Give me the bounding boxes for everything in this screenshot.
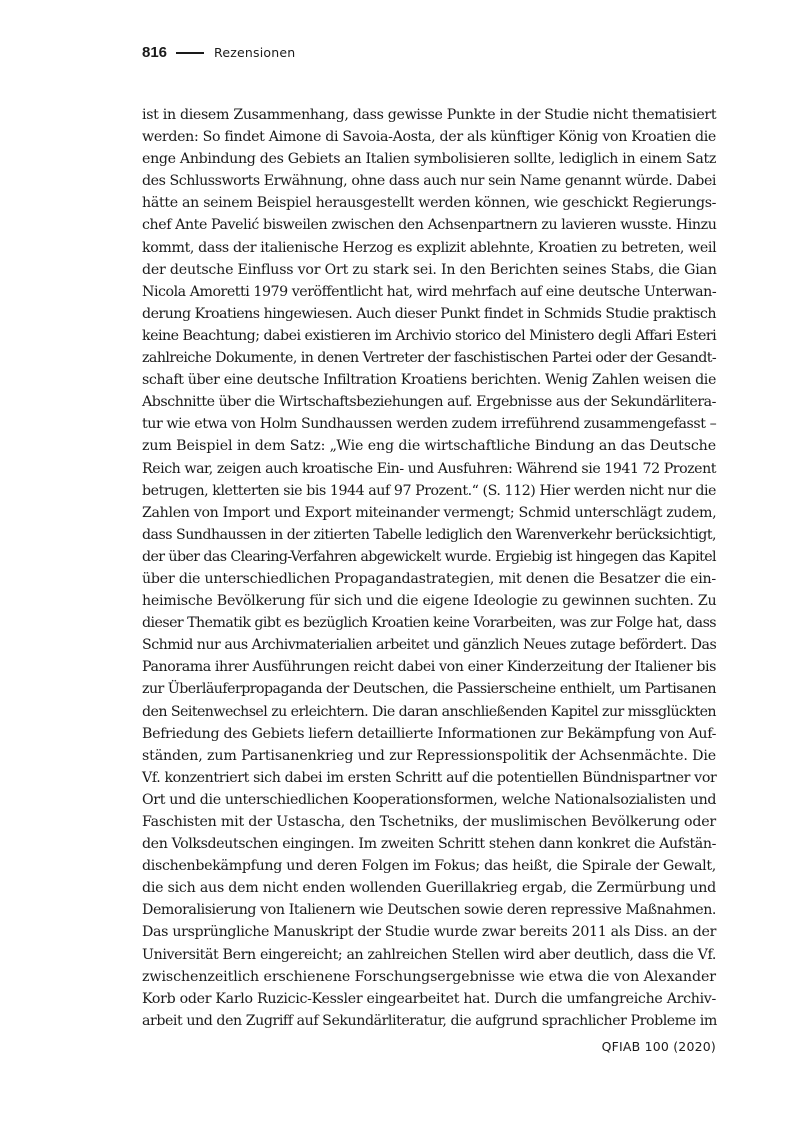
journal-reference: QFIAB 100 (2020) (601, 1039, 716, 1054)
text-line: keine Beachtung; dabei existieren im Archivio storico del Ministero degli Affari Esteri (142, 327, 717, 344)
text-line: Panorama ihrer Ausführungen reicht dabei von einer Kinderzeitung der Italiener bis (142, 659, 716, 676)
text-line: der deutsche Einfluss vor Ort zu stark sei. In den Berichten seines Stabs, die Gian (142, 261, 717, 278)
text-line: den Seitenwechsel zu erleichtern. Die daran anschließenden Kapitel zur missglückten (142, 703, 716, 720)
text-line: dischenbekämpfung und deren Folgen im Fokus; das heißt, die Spirale der Gewalt, (142, 858, 716, 875)
text-line: hätte an seinem Beispiel herausgestellt werden können, wie geschickt Regierungs- (142, 195, 717, 212)
text-line: über die unterschiedlichen Propagandastrategien, mit denen die Besatzer die ein- (142, 570, 716, 587)
text-line: Ort und die unterschiedlichen Kooperationsformen, welche Nationalsozialisten und (142, 791, 717, 808)
text-line: zahlreiche Dokumente, in denen Vertreter der faschistischen Partei oder der Gesandt- (142, 350, 717, 367)
text-line: Nicola Amoretti 1979 veröffentlicht hat, wird mehrfach auf eine deutsche Unterwan- (142, 283, 717, 300)
text-line: den Volksdeutschen eingingen. Im zweiten Schritt stehen dann konkret die Aufstän- (142, 836, 716, 853)
running-header (142, 44, 295, 61)
text-line: zwischenzeitlich erschienene Forschungsergebnisse wie etwa die von Alexander (142, 968, 716, 985)
text-line: Vf. konzentriert sich dabei im ersten Schritt auf die potentiellen Bündnispartner vor (142, 769, 717, 786)
text-line: ständen, zum Partisanenkrieg und zur Repressionspolitik der Achsenmächte. Die (142, 747, 717, 764)
text-line: Universität Bern eingereicht; an zahlreichen Stellen wird aber deutlich, dass die Vf. (142, 946, 716, 963)
text-line: heimische Bevölkerung für sich und die eigene Ideologie zu gewinnen suchten. Zu (142, 593, 717, 610)
review-body-text (142, 104, 716, 1032)
text-line: kommt, dass der italienische Herzog es explizit ablehnte, Kroatien zu betreten, weil (142, 239, 717, 256)
text-line: zum Beispiel in dem Satz: „Wie eng die wirtschaftliche Bindung an das Deutsche (142, 438, 716, 455)
text-line: Zahlen von Import und Export miteinander vermengt; Schmid unterschlägt zudem, (142, 504, 717, 521)
text-line: Korb oder Karlo Ruzicic-Kessler eingearbeitet hat. Durch die umfangreiche Archiv- (142, 990, 716, 1007)
text-line: des Schlussworts Erwähnung, ohne dass auch nur sein Name genannt würde. Dabei (142, 173, 716, 190)
text-line: ist in diesem Zusammenhang, dass gewisse Punkte in der Studie nicht thematisiert (142, 107, 717, 123)
text-line: Reich war, zeigen auch kroatische Ein- und Ausfuhren: Während sie 1941 72 Prozent (142, 460, 717, 477)
text-line: die sich aus dem nicht enden wollenden Guerillakrieg ergab, die Zermürbung und (142, 880, 716, 897)
text-line: Abschnitte über die Wirtschaftsbeziehungen auf. Ergebnisse aus der Sekundärlitera- (142, 394, 716, 411)
header-dash-rule (176, 52, 204, 54)
text-line: dass Sundhaussen in der zitierten Tabelle lediglich den Warenverkehr berücksichtigt, (142, 526, 716, 543)
text-line: schaft über eine deutsche Infiltration Kroatiens berichten. Wenig Zahlen weisen die (142, 372, 716, 389)
text-line: arbeit und den Zugriff auf Sekundärliteratur, die aufgrund sprachlicher Probleme im (142, 1012, 717, 1029)
text-line: betrugen, kletterten sie bis 1944 auf 97 Prozent.“ (S. 112) Hier werden nicht nur die (142, 482, 716, 499)
text-line: Faschisten mit der Ustascha, den Tschetniks, der muslimischen Bevölkerung oder (142, 814, 716, 830)
text-line: Das ursprüngliche Manuskript der Studie wurde zwar bereits 2011 als Diss. an der (142, 924, 717, 941)
text-line: enge Anbindung des Gebiets an Italien symbolisieren sollte, lediglich in einem Satz (142, 151, 716, 168)
text-line: Befriedung des Gebiets liefern detaillierte Informationen zur Bekämpfung von Auf- (142, 725, 717, 742)
text-line: dieser Thematik gibt es bezüglich Kroatien keine Vorarbeiten, was zur Folge hat, dass (142, 615, 717, 632)
section-title: Rezensionen (214, 45, 296, 60)
text-line: derung Kroatiens hingewiesen. Auch dieser Punkt findet in Schmids Studie praktisch (142, 305, 716, 322)
text-line: der über das Clearing-Verfahren abgewickelt wurde. Ergiebig ist hingegen das Kapitel (142, 548, 716, 565)
text-line: zur Überläuferpropaganda der Deutschen, die Passierscheine enthielt, um Partisanen (142, 681, 716, 698)
text-line: Demoralisierung von Italienern wie Deutschen sowie deren repressive Maßnahmen. (142, 902, 716, 919)
page-number: 816 (142, 44, 168, 61)
text-line: Schmid nur aus Archivmaterialien arbeitet und gänzlich Neues zutage befördert. Das (142, 637, 717, 654)
text-line: tur wie etwa von Holm Sundhaussen werden zudem irreführend zusammengefasst – (142, 416, 717, 433)
text-line: chef Ante Pavelić bisweilen zwischen den Achsenpartnern zu lavieren wusste. Hinzu (142, 217, 717, 234)
text-line: werden: So findet Aimone di Savoia-Aosta, der als künftiger König von Kroatien die (142, 129, 716, 146)
